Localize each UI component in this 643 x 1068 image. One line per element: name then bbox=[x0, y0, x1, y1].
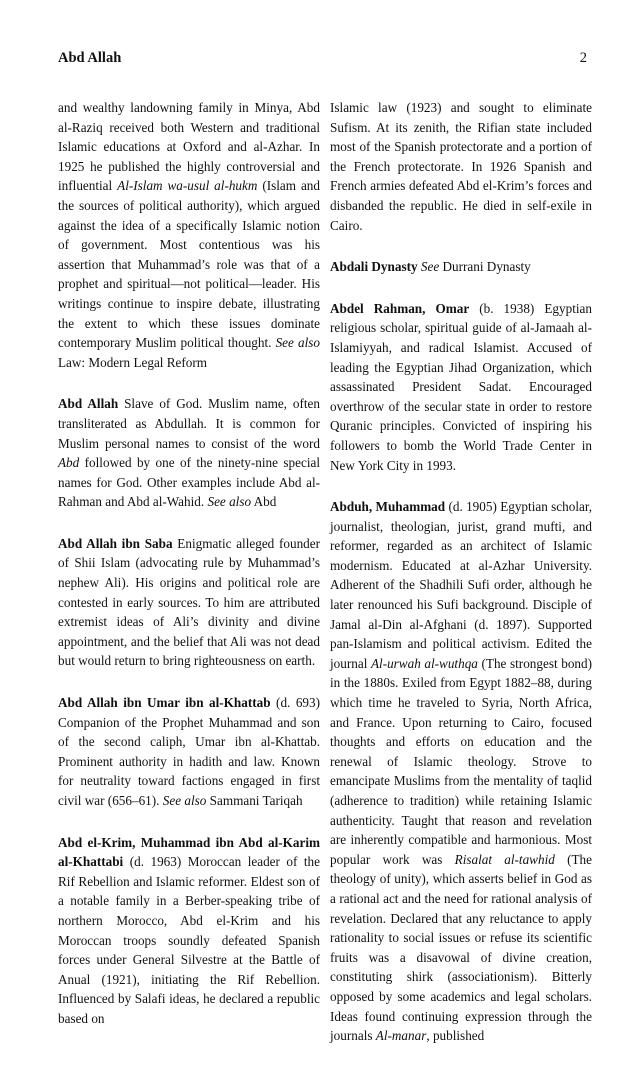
text-run: Enigmatic alleged founder of Shii Islam (advocating rule by Muhammad’s nephew Ali). His origins and political role are contested in early sources. To him are attributed extremist ideas of Ali’s divinity and divine appointment, and the belief that Ali was not dead but would return to bring righteousness on earth. bbox=[58, 535, 320, 669]
entry-abdel-rahman-omar bbox=[330, 299, 592, 475]
entry-abdali-dynasty bbox=[330, 257, 592, 277]
text-run: (The strongest bond) in the 1880s. Exiled from Egypt 1882–88, during which time he traveled to Syria, North Africa, and France. Upon returning to Cairo, focused thoughts and efforts on education and the renewal of Islamic theology. Strove to emancipate Muslims from the mentality of taqlid (adherence to tradition) while retaining Islamic authenticity. Taught that reason and revelation are inherently compatible and harmonious. Most popular work was bbox=[330, 655, 592, 867]
right-column bbox=[330, 98, 592, 1068]
text-run: Slave of God. Muslim name, often transliterated as Abdullah. It is common for Muslim personal names to consist of the word bbox=[58, 396, 320, 451]
entry-abd-allah bbox=[58, 394, 320, 512]
page-number: 2 bbox=[579, 50, 587, 66]
entry-headword: Abd Allah ibn Saba bbox=[58, 535, 173, 551]
text-run: (b. 1938) Egyptian religious scholar, spiritual guide of al-Jamaah al-Islamiyyah, and radical Islamist. Accused of leading the Egyptian Jihad Organization, which assassinated President Sadat. Encouraged overthrow of the secular state in order to restore Quranic principles. Convicted of inspiring his followers to bomb the World Trade Center in New York City in 1993. bbox=[330, 300, 592, 473]
cross-reference: Sammani Tariqah bbox=[206, 793, 303, 808]
text-run: (Islam and the sources of political authority), which argued against the idea of a specifically Islamic notion of government. Most contentious was his assertion that Muhammad’s role was that of a prophet and spiritual—not political—leader. His writings continue to inspire debate, illustrating the extent to which these issues dominate contemporary Muslim political thought. bbox=[58, 178, 320, 351]
entry-headword: Abdali Dynasty bbox=[330, 259, 418, 275]
text-run: (d. 1963) Moroccan leader of the Rif Rebellion and Islamic reformer. Eldest son of a notable family in a Berber-speaking tribe of northern Morocco, Abd el-Krim and his Moroccan troops soundly defeated Spanish forces under General Silvestre at the Battle of Anual (1921), initiating the Rif Rebellion. Influenced by Salafi ideas, he declared a republic based on bbox=[58, 854, 320, 1026]
entry-headword: Abd Allah bbox=[58, 396, 119, 412]
see-also-label: See also bbox=[207, 494, 252, 510]
see-also-label: See also bbox=[162, 793, 207, 808]
see-label: See bbox=[417, 259, 440, 275]
entry-headword: Abduh, Muhammad bbox=[330, 499, 446, 515]
entry-abd-el-krim bbox=[58, 833, 320, 1029]
journal-title: Al-urwah al-wuthqa bbox=[370, 655, 478, 671]
entry-headword: Abdel Rahman, Omar bbox=[330, 300, 470, 316]
entry-headword: Abd Allah ibn Umar ibn al-Khattab bbox=[58, 695, 271, 711]
entry-headword: Abd el-Krim, Muhammad ibn Abd al-Karim al-Khattabi bbox=[58, 834, 320, 870]
entry-abd-allah-ibn-umar bbox=[58, 693, 320, 811]
text-run: , published bbox=[426, 1028, 485, 1044]
text-run: Islamic law (1923) and sought to eliminate Sufism. At its zenith, the Rifian state included most of the Spanish protectorate and a portion of the French protectorate. In 1926 Spanish and French armies defeated Abd el-Krim’s forces and disbanded the republic. He died in self-exile in Cairo. bbox=[330, 100, 592, 233]
book-title: Risalat al-tawhid bbox=[454, 851, 555, 867]
entry-abduh-muhammad bbox=[330, 497, 592, 1046]
running-header bbox=[58, 50, 587, 78]
continued-entry-text bbox=[58, 98, 320, 372]
running-head-title: Abd Allah bbox=[58, 50, 122, 66]
text-run: followed by one of the ninety-nine special names for God. Other examples include Abd al-Rahman and Abd al-Wahid. bbox=[58, 455, 320, 510]
cross-reference: Abd bbox=[251, 494, 277, 510]
journal-title: Al-manar bbox=[375, 1028, 427, 1044]
continued-entry-text bbox=[330, 98, 592, 235]
text-run: (The theology of unity), which asserts belief in God as a rational act and the need for rational analysis of revelation. Declared that any reluctance to apply rationality to social issues or refuse its scientific fruits was a disavowal of divine creation, constituting shirk (associationism). Bitterly opposed by some academics and legal scholars. Ideas found continuing expression through the journals bbox=[330, 851, 592, 1044]
left-column bbox=[58, 98, 320, 1051]
cross-reference: Durrani Dynasty bbox=[439, 259, 531, 275]
book-title: Al-Islam wa-usul al-hukm bbox=[117, 178, 258, 194]
entry-abd-allah-ibn-saba bbox=[58, 534, 320, 671]
italic-term: Abd bbox=[58, 455, 80, 471]
cross-reference: Law: Modern Legal Reform bbox=[58, 354, 208, 370]
text-run: and wealthy landowning family in Minya, Abd al-Raziq received both Western and traditional Islamic educations at Oxford and al-Azhar. In 1925 he published the highly controversial and influential bbox=[58, 100, 320, 194]
see-also-label: See also bbox=[275, 335, 320, 351]
text-run: (d. 693) Companion of the Prophet Muhammad and son of the second caliph, Umar ibn al-Khattab. Prominent authority in hadith and law. Known for neutrality toward factions engaged in first civil war (656–61). bbox=[58, 695, 320, 808]
text-run: (d. 1905) Egyptian scholar, journalist, theologian, jurist, grand mufti, and reformer, regarded as an architect of Islamic modernism. Educated at al-Azhar University. Adherent of the Shadhili Sufi order, although he later renounced his Sufi background. Disciple of Jamal al-Din al-Afghani (d. 1897). Supported pan-Islamism and political activism. Edited the journal bbox=[330, 499, 592, 671]
